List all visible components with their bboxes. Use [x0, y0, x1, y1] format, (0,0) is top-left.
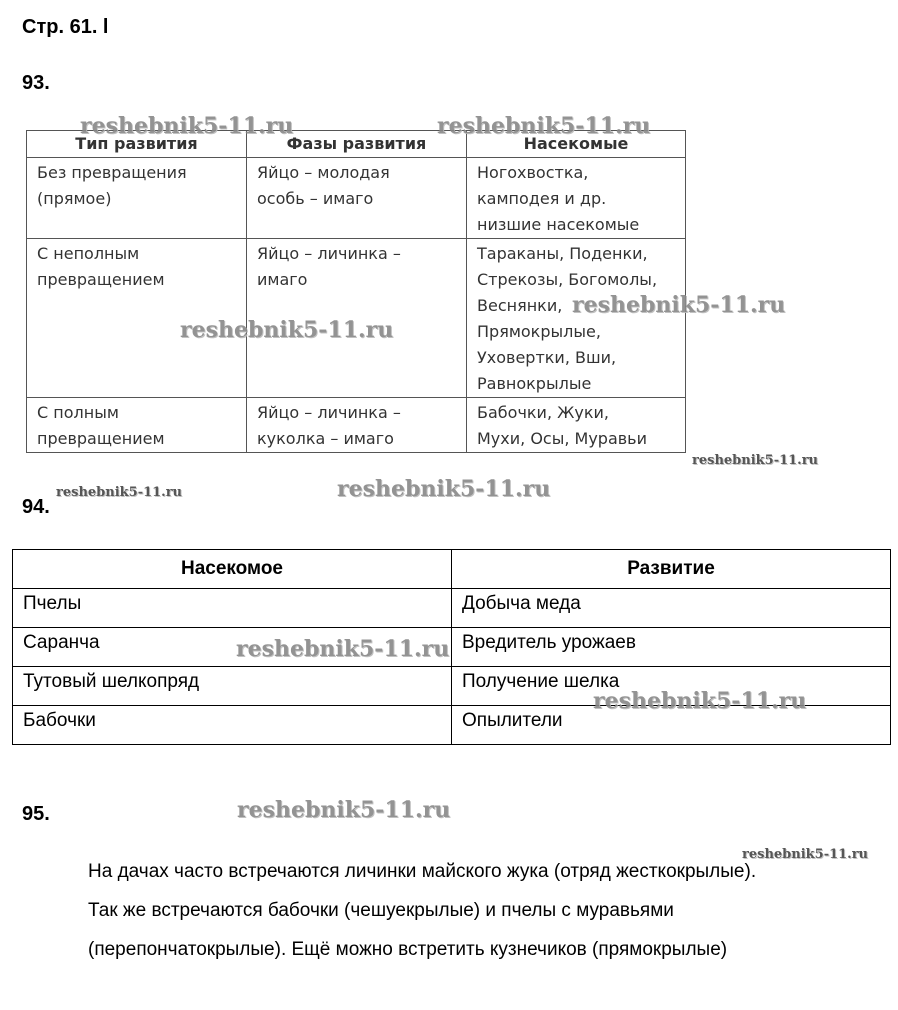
header-insects: Насекомые	[467, 131, 686, 158]
cell-line: Без превращения	[37, 163, 187, 182]
watermark: reshebnik5-11.ru	[337, 476, 551, 502]
cell-line: С полным	[37, 403, 119, 422]
cell-development: Опылители	[452, 706, 891, 745]
cell-line: (прямое)	[37, 189, 112, 208]
page-title: Стр. 61. l	[22, 16, 109, 38]
cell-line: С неполным	[37, 244, 140, 263]
insect-usage-table	[12, 549, 891, 745]
cell-insect: Бабочки	[13, 706, 452, 745]
cell-line: Равнокрылые	[477, 374, 592, 393]
answer-line: Так же встречаются бабочки (чешуекрылые) и пчелы с муравьями	[88, 900, 674, 921]
answer-line: (перепончатокрылые). Ещё можно встретить кузнечиков (прямокрылые)	[88, 939, 728, 960]
table-header-row	[13, 550, 891, 589]
table-row	[13, 589, 891, 628]
watermark: reshebnik5-11.ru	[237, 797, 451, 823]
cell-line: камподея и др.	[477, 189, 607, 208]
cell-line: превращением	[37, 270, 165, 289]
watermark: reshebnik5-11.ru	[692, 453, 819, 468]
exercise-93-number: 93.	[22, 72, 50, 94]
cell-insect: Саранча	[13, 628, 452, 667]
watermark: reshebnik5-11.ru	[180, 317, 394, 343]
cell-insect: Тутовый шелкопряд	[13, 667, 452, 706]
table-row	[27, 158, 686, 239]
cell-line: особь – имаго	[257, 189, 374, 208]
cell-type	[27, 398, 247, 453]
cell-phases	[247, 398, 467, 453]
header-insect: Насекомое	[13, 550, 452, 589]
cell-insects	[467, 158, 686, 239]
watermark: reshebnik5-11.ru	[56, 485, 183, 500]
cell-line: Прямокрылые,	[477, 322, 601, 341]
cell-line: Мухи, Осы, Муравьи	[477, 429, 647, 448]
cell-development: Добыча меда	[452, 589, 891, 628]
cell-line: Стрекозы, Богомолы,	[477, 270, 658, 289]
watermark: reshebnik5-11.ru	[742, 847, 869, 862]
cell-type	[27, 158, 247, 239]
header-development: Развитие	[452, 550, 891, 589]
watermark: reshebnik5-11.ru	[593, 688, 807, 714]
watermark: reshebnik5-11.ru	[572, 292, 786, 318]
cell-insects	[467, 239, 686, 398]
cell-insects	[467, 398, 686, 453]
cell-line: имаго	[257, 270, 308, 289]
cell-line: Бабочки, Жуки,	[477, 403, 609, 422]
exercise-95-answer	[88, 852, 878, 969]
cell-line: Ногохвостка,	[477, 163, 589, 182]
cell-line: превращением	[37, 429, 165, 448]
watermark: reshebnik5-11.ru	[236, 636, 450, 662]
cell-phases	[247, 158, 467, 239]
cell-insect: Пчелы	[13, 589, 452, 628]
cell-development: Вредитель урожаев	[452, 628, 891, 667]
cell-line: Яйцо – личинка –	[257, 244, 401, 263]
cell-line: Яйцо – личинка –	[257, 403, 401, 422]
cell-line: низшие насекомые	[477, 215, 640, 234]
cell-line: Веснянки,	[477, 296, 563, 315]
exercise-94-number: 94.	[22, 496, 50, 518]
answer-line: На дачах часто встречаются личинки майского жука (отряд жесткокрылые).	[88, 861, 757, 882]
header-development-phases: Фазы развития	[247, 131, 467, 158]
table-row	[27, 398, 686, 453]
exercise-95-number: 95.	[22, 803, 50, 825]
header-development-type: Тип развития	[27, 131, 247, 158]
cell-line: Тараканы, Поденки,	[477, 244, 648, 263]
watermark: reshebnik5-11.ru	[437, 113, 651, 139]
watermark: reshebnik5-11.ru	[80, 113, 294, 139]
cell-line: Уховертки, Вши,	[477, 348, 617, 367]
cell-line: Яйцо – молодая	[257, 163, 390, 182]
cell-line: куколка – имаго	[257, 429, 394, 448]
cell-development: Получение шелка	[452, 667, 891, 706]
table-row	[13, 628, 891, 667]
